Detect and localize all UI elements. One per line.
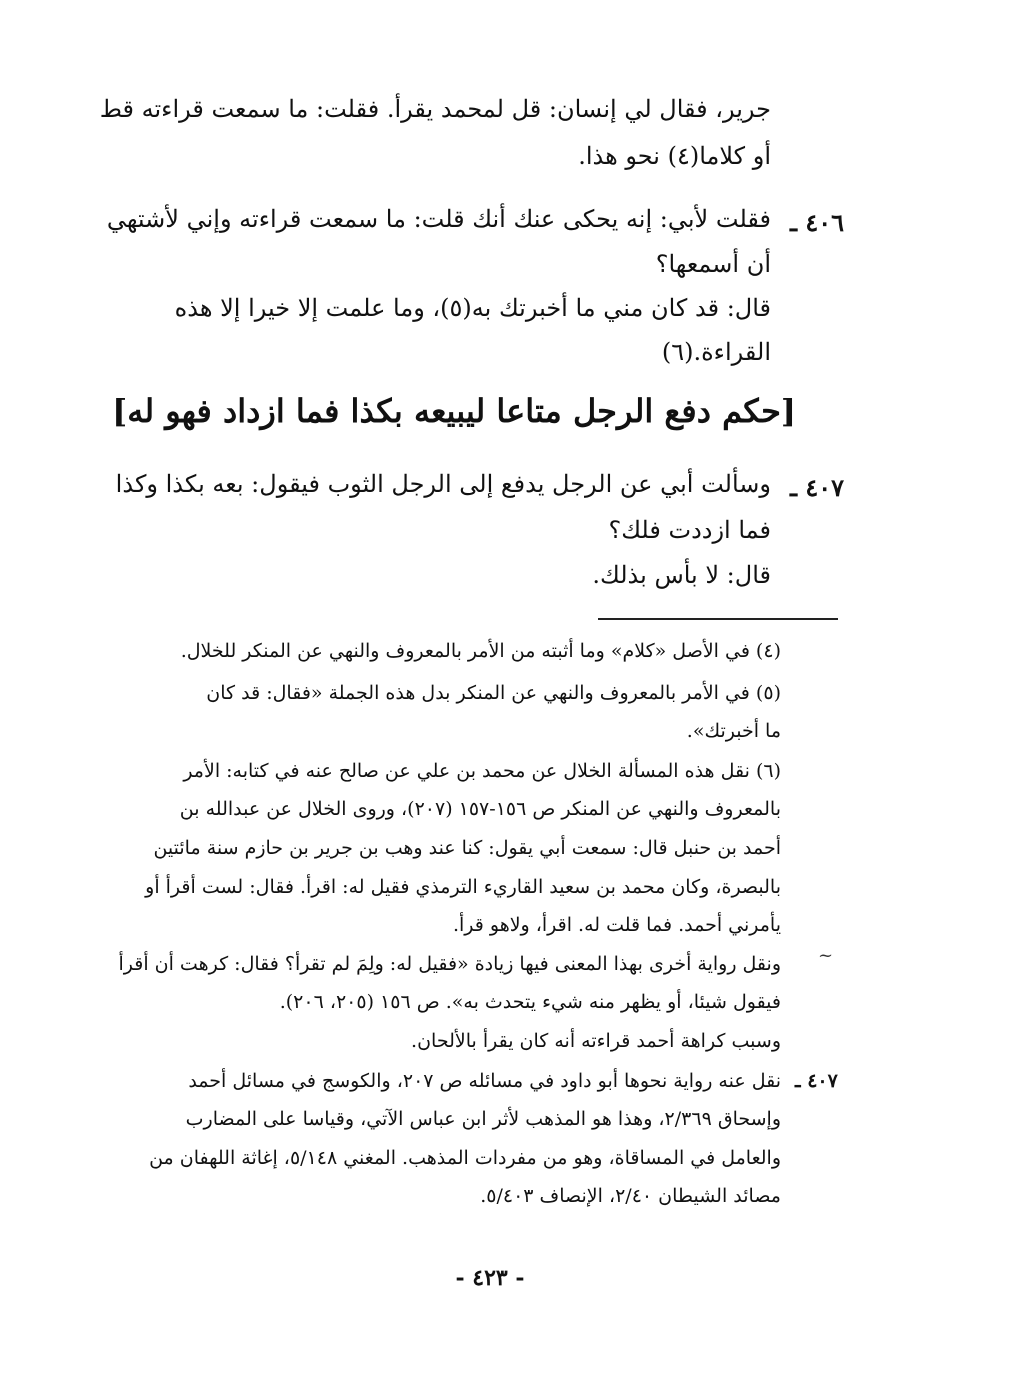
footnote-line: بالبصرة، وكان محمد بن سعيد القاريء الترمذي فقيل له: اقرأ. فقال: لست أقرأ أو <box>145 876 781 898</box>
page-number: - ٤٢٣ - <box>455 1265 525 1291</box>
footnote-line: (٤) في الأصل «كلام» وما أثبته من الأمر بالمعروف والنهي عن المنكر للخلال. <box>180 640 781 662</box>
body-line: قال: قد كان مني ما أخبرتك به(٥)، وما علمت إلا خيرا إلا هذه <box>174 294 771 322</box>
footnote-line: أحمد بن حنبل قال: سمعت أبي يقول: كنا عند وهب بن جرير بن حازم سنة مائتين <box>153 837 781 859</box>
footnote-line: مصائد الشيطان ٢/٤٠، الإنصاف ٥/٤٠٣. <box>480 1185 781 1207</box>
footnote-line: فيقول شيئا، أو يظهر منه شيء يتحدث به». ص ١٥٦ (٢٠٥، ٢٠٦). <box>279 991 781 1013</box>
body-line: وسألت أبي عن الرجل يدفع إلى الرجل الثوب فيقول: بعه بكذا وكذا <box>115 470 771 498</box>
footnote-line: وسبب كراهة أحمد قراءته أنه كان يقرأ بالألحان. <box>411 1030 781 1052</box>
footnote-line: يأمرني أحمد. فما قلت له. اقرأ، ولاهو قرأ. <box>452 914 781 936</box>
body-line: جرير، فقال لي إنسان: قل لمحمد يقرأ. فقلت: ما سمعت قراءته قط <box>99 95 771 123</box>
footnote-line: (٥) في الأمر بالمعروف والنهي عن المنكر بدل هذه الجملة «فقال: قد كان <box>206 682 781 704</box>
body-line: أن أسمعها؟ <box>655 250 771 278</box>
footnote-line: بالمعروف والنهي عن المنكر ص ١٥٦-١٥٧ (٢٠٧)، وروى الخلال عن عبدالله بن <box>179 798 781 820</box>
footnote-line: (٦) نقل هذه المسألة الخلال عن محمد بن علي عن صالح عنه في كتابه: الأمر <box>183 760 781 782</box>
footnote-line: والعامل في المساقاة، وهو من مفردات المذهب. المغني ٥/١٤٨، إغاثة اللهفان من <box>149 1147 781 1169</box>
body-line: فقلت لأبي: إنه يحكى عنك أنك قلت: ما سمعت قراءته وإني لأشتهي <box>106 205 771 233</box>
footnote-divider <box>598 618 838 620</box>
footnote-line: ونقل رواية أخرى بهذا المعنى فيها زيادة «فقيل له: ولِمَ لم تقرأ؟ فقال: كرهت أن أقرأ <box>118 953 781 975</box>
footnote-line: وإسحاق ٢/٣٦٩، وهذا هو المذهب لأثر ابن عباس الآتي، وقياسا على المضارب <box>185 1108 781 1130</box>
item-number-406: ٤٠٦ ـ <box>790 208 845 237</box>
body-line: أو كلاما(٤) نحو هذا. <box>578 142 771 170</box>
footnote-number-407: ٤٠٧ ـ <box>795 1070 838 1092</box>
item-number-407: ٤٠٧ ـ <box>790 473 845 502</box>
body-line: فما ازددت فلك؟ <box>608 516 771 544</box>
section-heading: [حكم دفع الرجل متاعا ليبيعه بكذا فما ازداد فهو له] <box>112 392 796 430</box>
footnote-line: نقل عنه رواية نحوها أبو داود في مسائله ص ٢٠٧، والكوسج في مسائل أحمد <box>188 1070 781 1092</box>
footnote-line: ما أخبرتك». <box>686 720 781 742</box>
margin-mark: ~ <box>818 945 834 966</box>
body-line: قال: لا بأس بذلك. <box>592 561 771 589</box>
body-line: القراءة.(٦) <box>661 338 771 366</box>
